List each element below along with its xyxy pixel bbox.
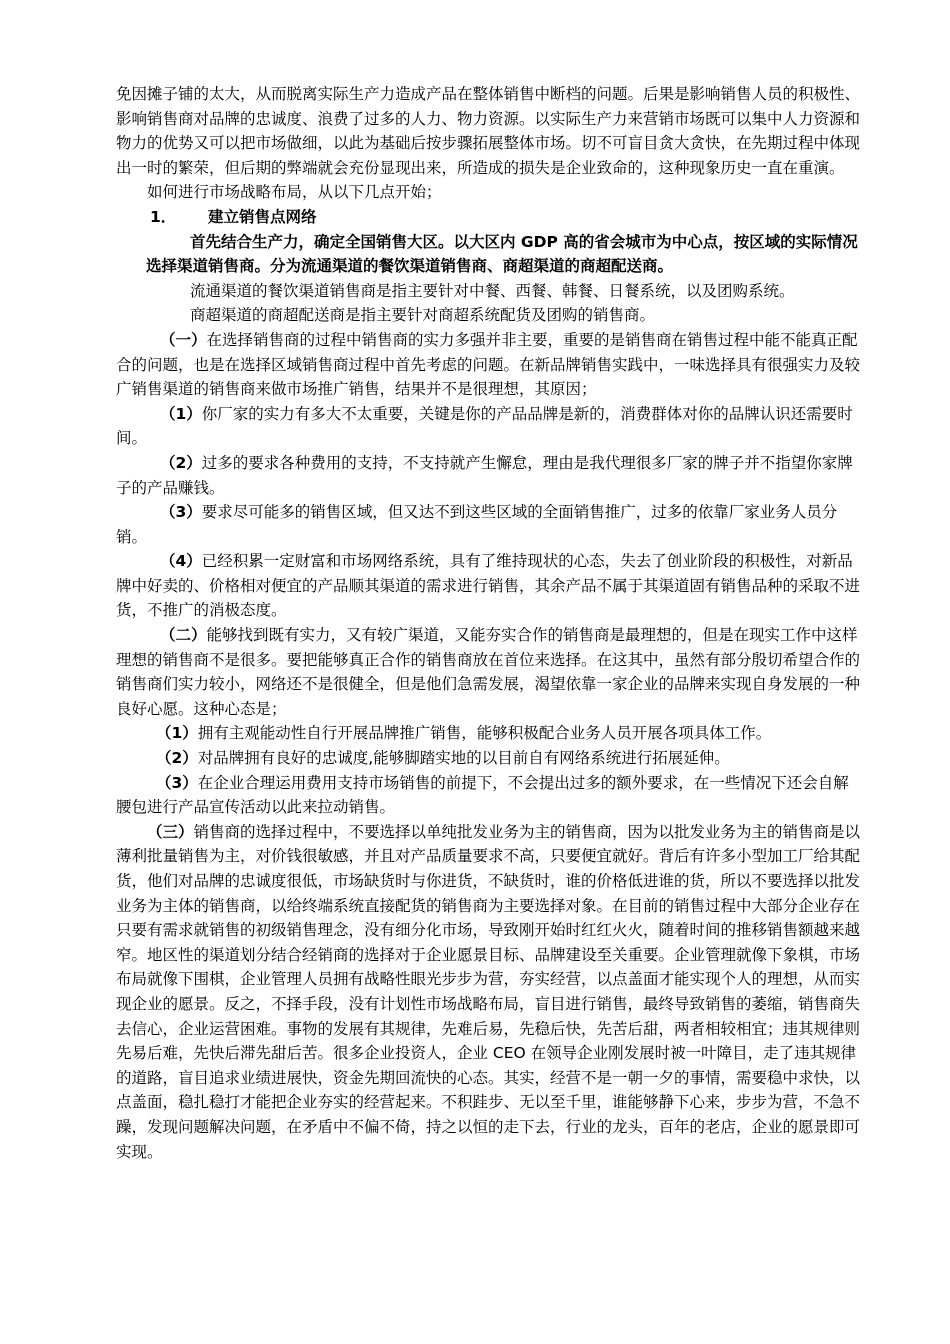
- item-label: （2）: [160, 453, 202, 472]
- section-title: 建立销售点网络: [208, 207, 317, 226]
- part-3-paragraph: [116, 820, 862, 1164]
- part-2-item: [116, 771, 862, 820]
- how-to-line: 如何进行市场战略布局，从以下几点开始；: [147, 183, 442, 202]
- item-text: 要求尽可能多的销售区域，但又达不到这些区域的全面销售推广，过多的依靠厂家业务人员分销。: [116, 503, 838, 546]
- part-2-item: [116, 721, 862, 746]
- intro-paragraph: 免因摊子铺的太大，从而脱离实际生产力造成产品在整体销售中断档的问题。后果是影响销售人员的积极性、影响销售商对品牌的忠诚度、浪费了过多的人力、物力资源。以实际生产力来营销市场既可以集中人力资源和物力的优势又可以把市场做细，以此为基础后按步骤拓展整体市场。切不可盲目贪大贪快，在先期过程中体现出一时的繁荣，但后期的弊端就会充份显现出来，所造成的损失是企业致命的，这种现象历史一直在重演。: [116, 85, 861, 177]
- part-1-item: [116, 549, 862, 623]
- item-label: （1）: [156, 724, 198, 743]
- part-3-label: （三）: [147, 822, 194, 841]
- part-3-text: 销售商的选择过程中，不要选择以单纯批发业务为主的销售商，因为以批发业务为主的销售商是以薄利批量销售为主，对价钱很敏感，并且对产品质量要求不高，只要便宜就好。背后有许多小型加工厂给其配货，他们对品牌的忠诚度很低，市场缺货时与你进货，不缺货时，谁的价格低进谁的货，所以不要选择以批发业务为主体的销售商，以给终端系统直接配货的销售商为主要选择对象。在目前的销售过程中大部分企业存在只要有需求就销售的初级销售理念，没有细分化市场，导致刚开始时红红火火，随着时间的推移销售额越来越窄。地区性的渠道划分结合经销商的选择对于企业愿景目标、品牌建设至关重要。企业管理就像下象棋，市场布局就像下围棋，企业管理人员拥有战略性眼光步步为营，夯实经营，以点盖面才能实现个人的理想，从而实现企业的愿景。反之，不择手段，没有计划性市场战略布局，盲目进行销售，最终导致销售的萎缩，销售商失去信心，企业运营困难。事物的发展有其规律，先难后易，先稳后快，先苦后甜，两者相较相宜；违其规律则先易后难，先快后滞先甜后苦。很多企业投资人，企业 CEO 在领导企业刚发展时被一叶障目，走了违其规律的道路，盲目追求业绩进展快，资金先期回流快的心态。其实，经营不是一朝一夕的事情，需要稳中求快，以点盖面，稳扎稳打才能把企业夯实的经营起来。不积跬步、无以至千里，谁能够静下心来，步步为营，不急不躁，发现问题解决问题，在矛盾中不偏不倚，持之以恒的走下去，行业的龙头，百年的老店，企业的愿景即可实现。: [116, 822, 861, 1161]
- item-label: （3）: [156, 773, 198, 792]
- part-1-text: 在选择销售商的过程中销售商的实力多强并非主要，重要的是销售商在销售过程中能不能真正配合的问题，也是在选择区域销售商过程中首先考虑的问题。在新品牌销售实践中，一味选择具有很强实力及较广销售渠道的销售商来做市场推广销售，结果并不是很理想，其原因；: [116, 330, 861, 399]
- part-1-paragraph: [116, 328, 862, 402]
- item-text: 拥有主观能动性自行开展品牌推广销售，能够积极配合业务人员开展各项具体工作。: [197, 724, 772, 743]
- section-heading: [116, 205, 862, 230]
- item-label: （1）: [160, 404, 202, 423]
- item-text: 对品牌拥有良好的忠诚度,能够脚踏实地的以目前自有网络系统进行拓展延伸。: [197, 749, 730, 768]
- part-2-text: 能够找到既有实力，又有较广渠道，又能夯实合作的销售商是最理想的，但是在现实工作中这样理想的销售商不是很多。要把能够真正合作的销售商放在首位来选择。在这其中，虽然有部分殷切希望合作的销售商们实力较小，网络还不是很健全，但是他们急需发展，渴望依靠一家企业的品牌来实现自身发展的一种良好心愿。这种心态是；: [116, 626, 861, 718]
- item-text: 已经积累一定财富和市场网络系统，具有了维持现状的心态，失去了创业阶段的积极性，对新品牌中好卖的、价格相对便宜的产品顺其渠道的需求进行销售，其余产品不属于其渠道固有销售品种的采取不进货，不推广的消极态度。: [116, 552, 861, 620]
- item-text: 在企业合理运用费用支持市场销售的前提下，不会提出过多的额外要求，在一些情况下还会自解腰包进行产品宣传活动以此来拉动销售。: [116, 773, 849, 817]
- part-1-item: [116, 451, 862, 500]
- part-1-item: [116, 402, 862, 451]
- part-2-label: （二）: [160, 626, 207, 645]
- section-number: 1．: [150, 207, 177, 226]
- part-1-label: （一）: [160, 330, 207, 349]
- item-text: 你厂家的实力有多大不太重要，关键是你的产品品牌是新的，消费群体对你的品牌认识还需要时间。: [116, 404, 853, 448]
- part-2-item: [116, 746, 862, 771]
- channel-line-2: 商超渠道的商超配送商是指主要针对商超系统配货及团购的销售商。: [190, 306, 656, 325]
- channel-line-1: 流通渠道的餐饮渠道销售商是指主要针对中餐、西餐、韩餐、日餐系统，以及团购系统。: [190, 281, 795, 300]
- bold-paragraph: 首先结合生产力，确定全国销售大区。以大区内 GDP 高的省会城市为中心点，按区域的实际情况选择渠道销售商。分为流通渠道的餐饮渠道销售商、商超渠道的商超配送商。: [146, 232, 858, 276]
- part-1-item: [116, 500, 862, 549]
- item-label: （3）: [160, 503, 202, 522]
- part-2-paragraph: [116, 623, 862, 721]
- item-text: 过多的要求各种费用的支持，不支持就产生懈怠，理由是我代理很多厂家的牌子并不指望你家牌子的产品赚钱。: [116, 453, 853, 497]
- item-label: （4）: [160, 552, 202, 571]
- item-label: （2）: [156, 749, 198, 768]
